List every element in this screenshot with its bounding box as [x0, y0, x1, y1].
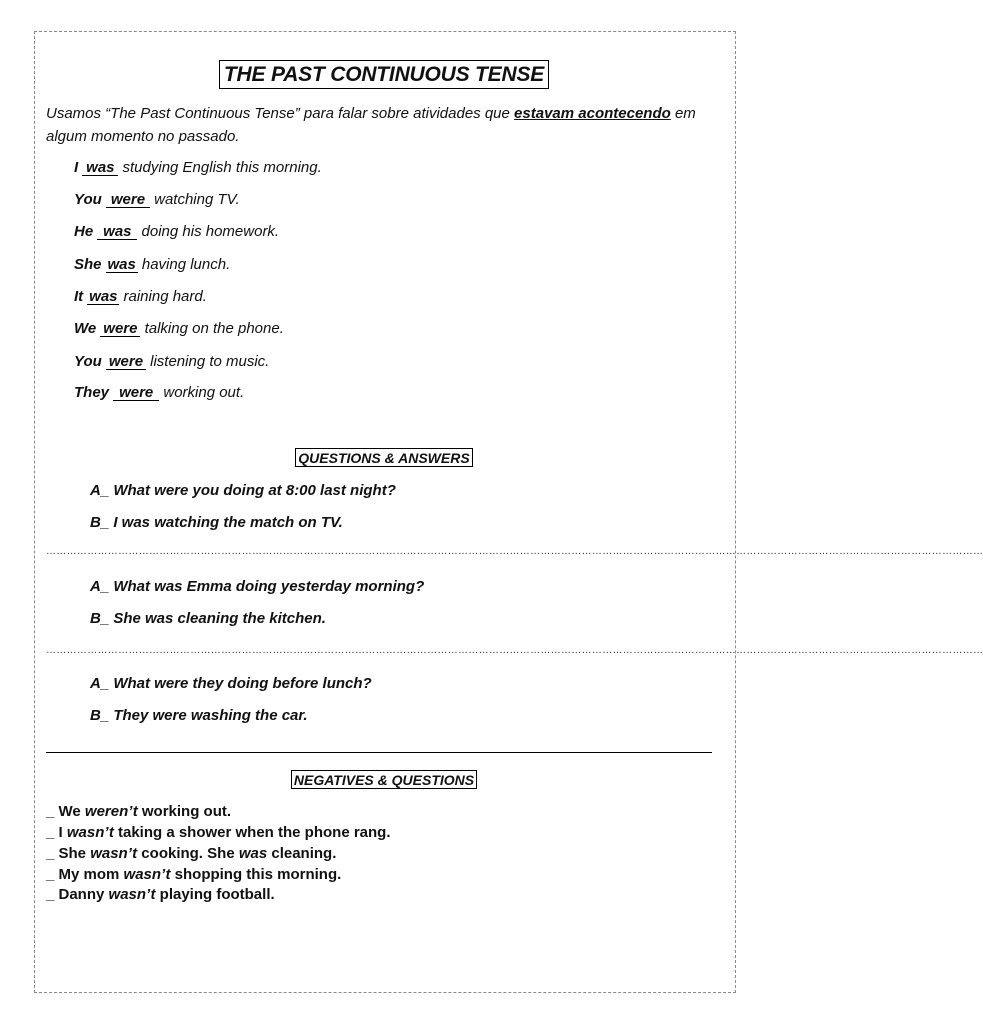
- intro-text-before: Usamos “The Past Continuous Tense” para falar sobre atividades que: [46, 105, 515, 122]
- example-subject: He: [74, 223, 94, 240]
- neg-text: _ She: [46, 845, 91, 862]
- neg-heading: NEGATIVES & QUESTIONS: [291, 770, 477, 789]
- example-sentence: [74, 159, 322, 176]
- neg-emphasis: wasn’t: [66, 824, 114, 841]
- neg-text: taking a shower when the phone rang.: [113, 824, 391, 841]
- negative-sentence: [46, 866, 341, 883]
- example-sentence: [74, 191, 240, 208]
- example-rest: watching TV.: [154, 191, 240, 208]
- neg-text: _ I: [46, 824, 67, 841]
- example-sentence: [74, 384, 244, 401]
- qa-question: A_ What were you doing at 8:00 last night?: [90, 482, 396, 499]
- section-divider: [46, 752, 712, 753]
- example-subject: You: [74, 191, 102, 208]
- neg-emphasis: wasn’t: [90, 845, 138, 862]
- example-rest: doing his homework.: [141, 223, 280, 240]
- neg-text: playing football.: [155, 886, 275, 903]
- example-rest: raining hard.: [123, 288, 207, 305]
- neg-emphasis: weren’t: [84, 803, 138, 820]
- negative-sentence: [46, 886, 275, 903]
- verb-blank: were: [100, 321, 140, 337]
- qa-question: A_ What were they doing before lunch?: [90, 675, 372, 692]
- neg-text: cooking. She: [137, 845, 239, 862]
- negative-sentence: [46, 845, 336, 862]
- example-rest: talking on the phone.: [144, 320, 284, 337]
- neg-emphasis: was: [238, 845, 268, 862]
- page-title: THE PAST CONTINUOUS TENSE: [219, 60, 549, 89]
- example-subject: She: [74, 256, 102, 273]
- neg-heading-area: [0, 770, 768, 790]
- qa-answer: B_ She was cleaning the kitchen.: [90, 610, 326, 627]
- title-area: [0, 60, 768, 89]
- neg-text: cleaning.: [267, 845, 337, 862]
- neg-emphasis: wasn’t: [108, 886, 156, 903]
- verb-blank: were: [106, 354, 146, 370]
- example-subject: We: [74, 320, 97, 337]
- example-sentence: [74, 223, 279, 240]
- neg-text: _ My mom: [46, 866, 124, 883]
- negative-sentence: [46, 824, 391, 841]
- qa-heading: QUESTIONS & ANSWERS: [295, 448, 472, 467]
- verb-blank: were: [113, 385, 159, 401]
- verb-blank: was: [82, 160, 118, 176]
- example-subject: You: [74, 353, 102, 370]
- neg-text: _ Danny: [46, 886, 109, 903]
- example-rest: listening to music.: [150, 353, 270, 370]
- example-sentence: [74, 353, 269, 370]
- qa-answer: B_ I was watching the match on TV.: [90, 514, 343, 531]
- example-subject: It: [74, 288, 84, 305]
- qa-answer: B_ They were washing the car.: [90, 707, 308, 724]
- neg-text: _ We: [46, 803, 85, 820]
- example-sentence: [74, 256, 230, 273]
- verb-blank: was: [89, 288, 118, 305]
- intro-paragraph: [46, 102, 736, 148]
- negative-sentence: [46, 803, 231, 820]
- example-rest: having lunch.: [141, 256, 231, 273]
- example-rest: studying English this morning.: [122, 159, 322, 176]
- intro-text-after: em algum momento no passado.: [46, 105, 696, 145]
- qa-heading-area: [0, 448, 768, 468]
- example-subject: They: [74, 384, 110, 401]
- dotted-divider: …………………………………………………………………………………………………………………………………………………………………………………………………………………………………………………: [46, 645, 983, 656]
- verb-blank: was: [97, 224, 137, 240]
- intro-emphasis: estavam acontecendo: [514, 105, 671, 122]
- neg-text: shopping this morning.: [170, 866, 342, 883]
- neg-text: working out.: [137, 803, 232, 820]
- example-rest: working out.: [163, 384, 245, 401]
- neg-emphasis: wasn’t: [123, 866, 171, 883]
- dotted-divider: …………………………………………………………………………………………………………………………………………………………………………………………………………………………………………………: [46, 546, 983, 557]
- example-subject: I: [74, 159, 79, 176]
- qa-question: A_ What was Emma doing yesterday morning?: [90, 578, 425, 595]
- verb-blank: was: [107, 256, 136, 273]
- example-sentence: [74, 320, 284, 337]
- example-sentence: [74, 288, 207, 305]
- verb-blank: were: [106, 192, 150, 208]
